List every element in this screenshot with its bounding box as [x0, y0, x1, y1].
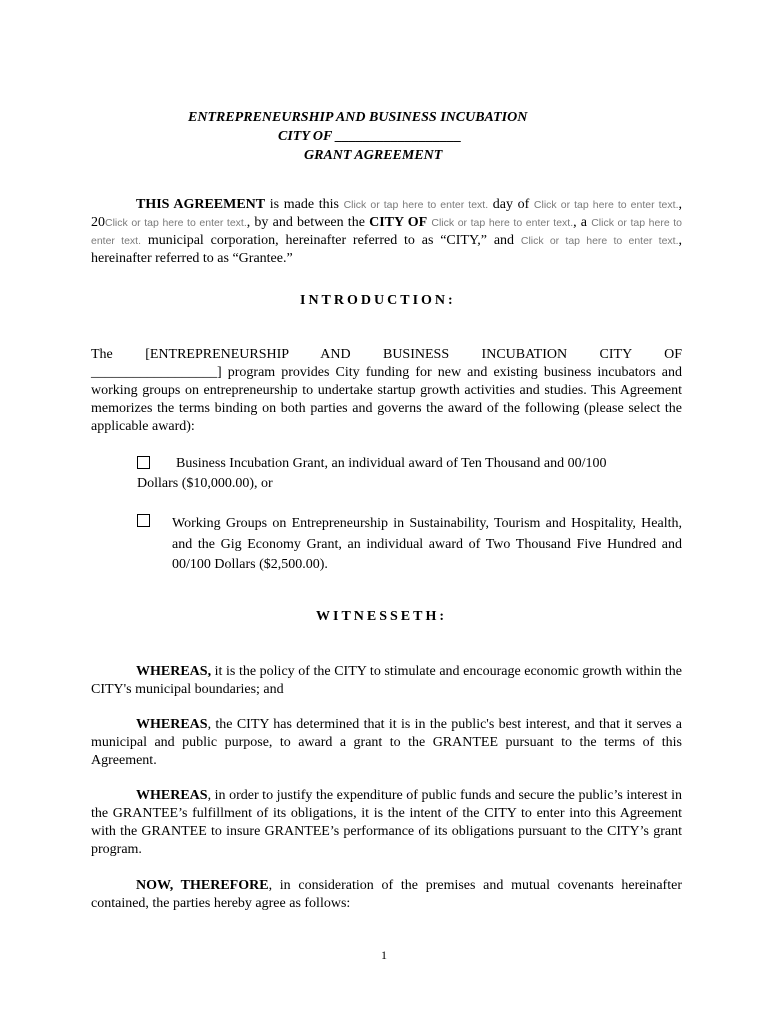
clause-text: , in order to justify the expenditure of public funds and secure the public’s interest in the GRANTEE’s fulfillment of its obligations, it is the intent of the CITY to enter into this Agreement with the GRANTEE to insure GRANTEE’s performance of its obligations pursuant to the CITY’s grant program. [91, 788, 682, 857]
title-line-2: CITY OF __________________ [278, 129, 462, 144]
clause-lead: NOW, THEREFORE [136, 878, 269, 893]
text-span: , a [573, 215, 592, 230]
title-line-3: GRANT AGREEMENT [304, 148, 443, 163]
now-therefore-clause [91, 877, 682, 913]
witnesseth-heading: WITNESSETH: [316, 609, 448, 624]
clause-lead: WHEREAS, [136, 664, 212, 679]
city-name-field[interactable]: Click or tap here to enter text. [431, 217, 574, 229]
agreement-intro-paragraph [91, 196, 682, 268]
whereas-clause-1 [91, 663, 682, 699]
state-field[interactable]: Click or tap here to enter text. [91, 217, 683, 247]
award-option-1-line-1: Business Incubation Grant, an individual award of Ten Thousand and 00/100 [176, 456, 607, 471]
text-span: day of [488, 197, 534, 212]
clause-lead: WHEREAS [136, 788, 208, 803]
award-option-1-line-2: Dollars ($10,000.00), or [137, 476, 273, 491]
date-day-field[interactable]: Click or tap here to enter text. [343, 199, 489, 211]
whereas-clause-2 [91, 716, 682, 770]
text-span: municipal corporation, hereinafter referred to as “CITY,” and [141, 233, 521, 248]
page-number: 1 [381, 948, 387, 962]
clause-text: , in consideration of the premises and mutual covenants hereinafter contained, the parties hereby agree as follows: [91, 878, 682, 911]
award-option-1-checkbox[interactable] [137, 456, 150, 469]
whereas-clause-3 [91, 787, 682, 859]
clause-text: , the CITY has determined that it is in the public's best interest, and that it serves a municipal and public purpose, to award a grant to the GRANTEE pursuant to the terms of this Agreement. [91, 717, 682, 768]
text-span: , by and between the [246, 215, 370, 230]
introduction-heading: INTRODUCTION: [300, 293, 456, 308]
city-of-label: CITY OF [369, 215, 428, 230]
grantee-name-field[interactable]: Click or tap here to enter text. [520, 235, 679, 247]
agreement-lead: THIS AGREEMENT [136, 197, 266, 212]
introduction-line-1: The [ENTREPRENEURSHIP AND BUSINESS INCUBATION CITY OF [91, 347, 682, 362]
award-option-2-label: Working Groups on Entrepreneurship in Sustainability, Tourism and Hospitality, Health, and the Gig Economy Grant, an individual award of Two Thousand Five Hundred and 00/100 Dollars ($2,500.00). [172, 516, 682, 572]
date-month-field[interactable]: Click or tap here to enter text. [533, 199, 679, 211]
text-span: , hereinafter referred to as “Grantee.” [91, 233, 682, 266]
clause-text: it is the policy of the CITY to stimulate and encourage economic growth within the CITY's municipal boundaries; and [91, 664, 682, 697]
award-option-2-checkbox[interactable] [137, 514, 150, 527]
text-span: , 20 [91, 197, 682, 230]
title-line-1: ENTREPRENEURSHIP AND BUSINESS INCUBATION [188, 110, 528, 125]
date-year-field[interactable]: Click or tap here to enter text. [105, 217, 247, 229]
clause-lead: WHEREAS [136, 717, 208, 732]
text-span: is made this [265, 197, 344, 212]
introduction-body: __________________] program provides City funding for new and existing business incubators and working groups on entrepreneurship to undertake startup growth activities and studies. This Agreement memorizes the terms binding on both parties and governs the award of the following (please select the applicable award): [91, 365, 682, 434]
